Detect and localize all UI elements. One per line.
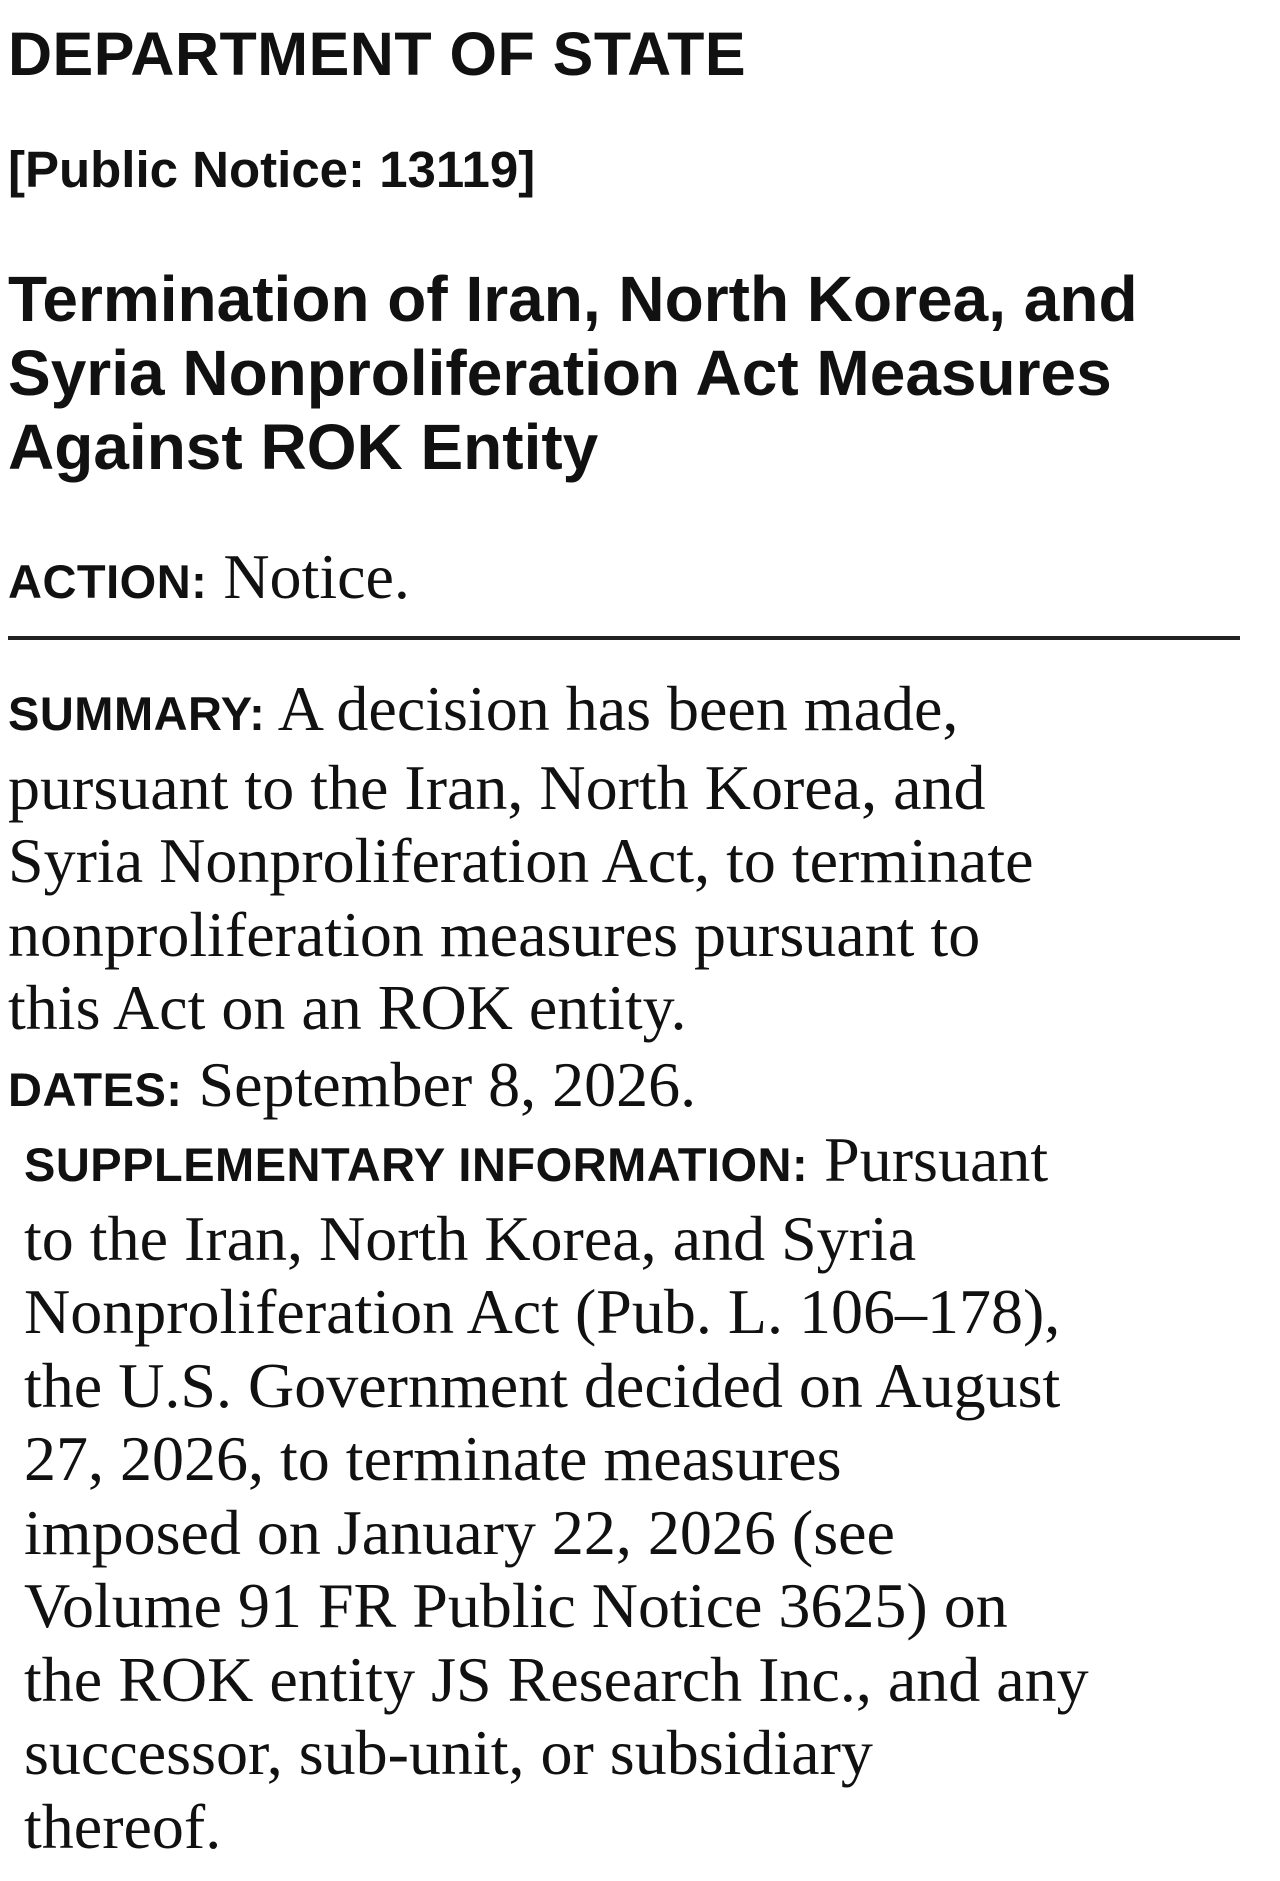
document-title: [8, 262, 1258, 484]
title-line: Termination of Iran, North Korea, and: [8, 263, 1138, 335]
supplementary-line: to the Iran, North Korea, and Syria: [24, 1202, 917, 1274]
action-text: Notice.: [223, 541, 410, 612]
title-line: Against ROK Entity: [8, 411, 599, 483]
summary-label: SUMMARY:: [8, 687, 266, 740]
supplementary-line: 27, 2026, to terminate measures: [24, 1423, 842, 1494]
title-line: Syria Nonproliferation Act Measures: [8, 337, 1112, 409]
dates-section: [8, 1048, 696, 1127]
dates-text: September 8, 2026.: [198, 1049, 697, 1120]
supplementary-line: the ROK entity JS Research Inc., and any: [24, 1643, 1089, 1715]
supplementary-line: Nonproliferation Act (Pub. L. 106–178),: [24, 1276, 1061, 1347]
supplementary-line: thereof.: [24, 1790, 222, 1862]
supplementary-line: imposed on January 22, 2026 (see: [24, 1496, 895, 1568]
summary-line: nonproliferation measures pursuant to: [8, 898, 981, 970]
supplementary-label: SUPPLEMENTARY INFORMATION:: [24, 1138, 809, 1191]
supplementary-line: the U.S. Government decided on August: [24, 1349, 1061, 1421]
summary-text: A decision has been made,: [277, 673, 959, 744]
section-divider: [8, 636, 1240, 640]
action-section: [8, 540, 410, 619]
summary-line: Syria Nonproliferation Act, to terminate: [8, 825, 1034, 896]
action-label: ACTION:: [8, 555, 208, 608]
summary-line: pursuant to the Iran, North Korea, and: [8, 751, 986, 823]
supplementary-section: [24, 1123, 1089, 1863]
summary-line: [8, 672, 1034, 751]
supplementary-line: [24, 1123, 1089, 1202]
dates-label: DATES:: [8, 1063, 183, 1116]
public-notice-number: [Public Notice: 13119]: [8, 141, 536, 198]
supplementary-line: Volume 91 FR Public Notice 3625) on: [24, 1570, 1008, 1641]
summary-section: [8, 672, 1034, 1045]
summary-line: this Act on an ROK entity.: [8, 972, 687, 1043]
agency-heading: DEPARTMENT OF STATE: [8, 20, 747, 88]
supplementary-line: successor, sub-unit, or subsidiary: [24, 1717, 873, 1788]
supplementary-text: Pursuant: [824, 1124, 1049, 1195]
